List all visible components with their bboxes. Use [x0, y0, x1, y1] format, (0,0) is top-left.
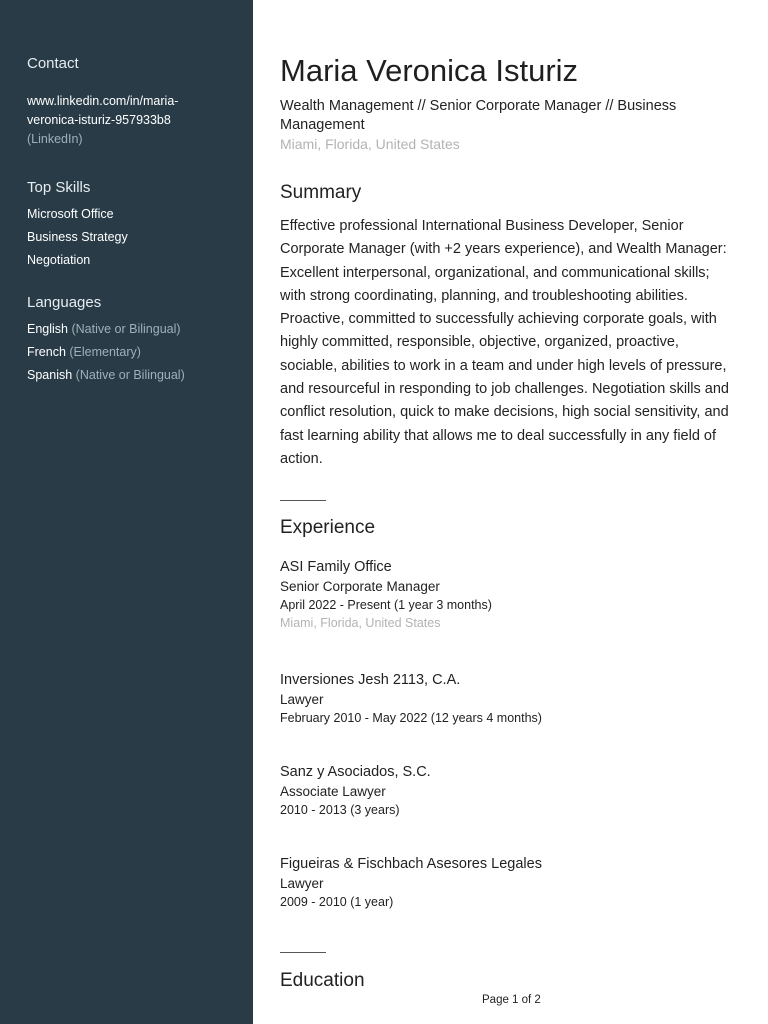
language-name: English	[27, 322, 68, 336]
job-role: Lawyer	[280, 876, 324, 891]
linkedin-url-line1: www.linkedin.com/in/maria-	[27, 94, 179, 108]
sidebar	[0, 0, 253, 1024]
languages-heading: Languages	[27, 294, 102, 311]
job-role: Lawyer	[280, 692, 324, 707]
skills-section	[27, 179, 237, 272]
language-level: (Native or Bilingual)	[71, 322, 181, 336]
contact-section	[27, 55, 237, 149]
job-role: Associate Lawyer	[280, 784, 386, 799]
linkedin-link[interactable]	[27, 92, 237, 130]
language-item	[27, 364, 237, 387]
summary-text: Effective professional International Business Developer, Senior Corporate Manager (with +2 years experience), and Wealth Manager: Excellent interpersonal, organizational, and communicational skills; with strong coordinating, planning, and troubleshooting abilities. Proactive, committed to successfully achieving corporate goals, with highly committed, responsible, objective, organized, proactive, sociable, abilities to work in a team and under high levels of pressure, and resourceful in responding to job challenges. Negotiation skills and conflict resolution, quick to make decisions, high social sensitivity, and fast learning ability that allows me to deal successfully in any field of action.	[280, 218, 729, 467]
job-dates: 2009 - 2010 (1 year)	[280, 895, 394, 909]
company-name: ASI Family Office	[280, 559, 392, 575]
job-location: Miami, Florida, United States	[280, 616, 441, 630]
experience-entry	[280, 856, 740, 909]
language-name: Spanish	[27, 368, 73, 382]
linkedin-url-line2: veronica-isturiz-957933b8	[27, 113, 171, 127]
languages-section	[27, 294, 237, 387]
experience-entry	[280, 764, 740, 817]
skills-heading: Top Skills	[27, 179, 91, 196]
experience-entry	[280, 559, 740, 630]
company-name: Inversiones Jesh 2113, C.A.	[280, 672, 461, 688]
job-role: Senior Corporate Manager	[280, 579, 440, 594]
skill-item: Business Strategy	[27, 230, 128, 244]
language-level: (Native or Bilingual)	[75, 368, 185, 382]
person-name: Maria Veronica Isturiz	[280, 53, 579, 88]
headline: Wealth Management // Senior Corporate Manager // Business Management	[280, 98, 677, 133]
section-divider	[280, 500, 326, 501]
location: Miami, Florida, United States	[280, 136, 460, 152]
language-level: (Elementary)	[69, 345, 141, 359]
job-dates: April 2022 - Present (1 year 3 months)	[280, 598, 492, 612]
company-name: Sanz y Asociados, S.C.	[280, 764, 431, 780]
experience-entry	[280, 672, 740, 725]
language-item	[27, 318, 237, 341]
linkedin-label: (LinkedIn)	[27, 132, 83, 146]
experience-title: Experience	[280, 517, 376, 538]
section-divider	[280, 952, 326, 953]
education-title: Education	[280, 970, 365, 991]
summary-title: Summary	[280, 182, 362, 203]
skill-item: Microsoft Office	[27, 207, 114, 221]
company-name: Figueiras & Fischbach Asesores Legales	[280, 856, 542, 872]
skill-item: Negotiation	[27, 253, 91, 267]
language-item	[27, 341, 237, 364]
page-number: Page 1 of 2	[482, 994, 541, 1006]
language-name: French	[27, 345, 66, 359]
contact-heading: Contact	[27, 55, 79, 72]
job-dates: 2010 - 2013 (3 years)	[280, 803, 400, 817]
job-dates: February 2010 - May 2022 (12 years 4 months)	[280, 711, 542, 725]
